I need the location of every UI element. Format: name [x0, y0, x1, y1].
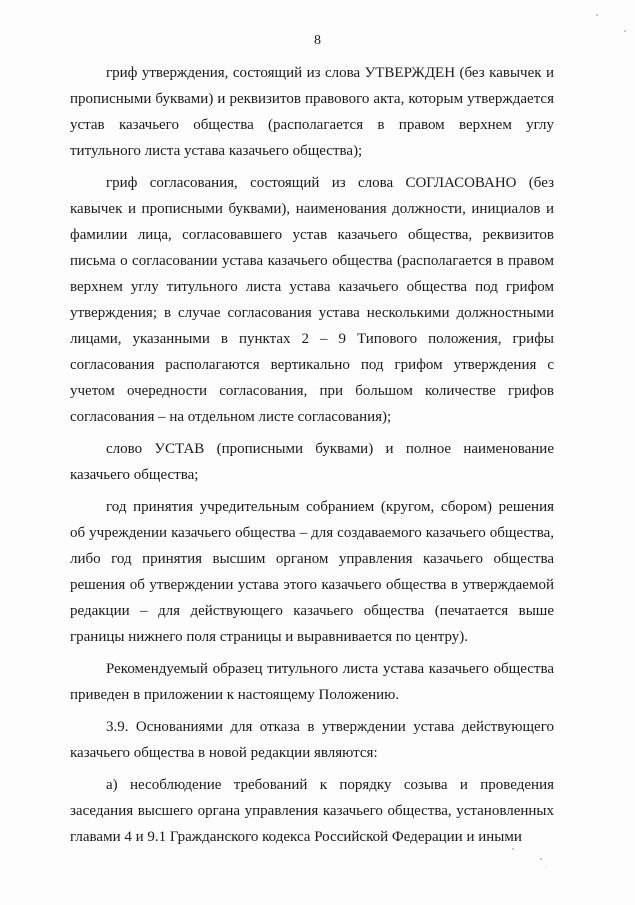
paragraph-charter-word: слово УСТАВ (прописными буквами) и полное наименование казачьего общества; [70, 441, 554, 483]
paragraph-agreement-stamp: гриф согласования, состоящий из слова СОГЛАСОВАНО (без кавычек и прописными буквами), наименования должности, инициалов и фамилии лица, согласовавшего устав казачьего общества, реквизитов письма о согласовании устава казачьего общества (располагается в правом верхнем углу титульного листа устава казачьего общества под грифом утверждения; в случае согласования устава несколькими должностными лицами, указанными в пунктах 2 – 9 Типового положения, грифы согласования располагаются вертикально под грифом утверждения с учетом очередности согласования, при большом количестве грифов согласования – на отдельном листе согласования); [70, 175, 554, 425]
scan-speck [596, 14, 598, 16]
paragraph-sample-reference: Рекомендуемый образец титульного листа устава казачьего общества приведен в приложении к настоящему Положению. [70, 661, 554, 703]
scan-speck [512, 848, 514, 850]
scan-speck [540, 858, 542, 860]
scan-speck [546, 866, 547, 867]
page-number: 8 [314, 33, 321, 48]
document-body [70, 60, 554, 850]
paragraph-section-3-9: 3.9. Основаниями для отказа в утверждении устава действующего казачьего общества в новой редакции являются: [70, 719, 554, 761]
paragraph-approval-stamp: гриф утверждения, состоящий из слова УТВЕРЖДЕН (без кавычек и прописными буквами) и реквизитов правового акта, которым утверждается устав казачьего общества (располагается в правом верхнем углу титульного листа устава казачьего общества); [70, 65, 554, 159]
scan-speck [624, 30, 626, 32]
paragraph-year: год принятия учредительным собранием (кругом, сбором) решения об учреждении казачьего общества – для создаваемого казачьего общества, либо год принятия высшим органом управления казачьего общества решения об утверждении устава этого казачьего общества в утверждаемой редакции – для действующего казачьего общества (печатается выше границы нижнего поля страницы и выравнивается по центру). [70, 499, 554, 645]
paragraph-item-a: а) несоблюдение требований к порядку созыва и проведения заседания высшего органа управления казачьего общества, установленных главами 4 и 9.1 Гражданского кодекса Российской Федерации и иными [70, 777, 554, 845]
